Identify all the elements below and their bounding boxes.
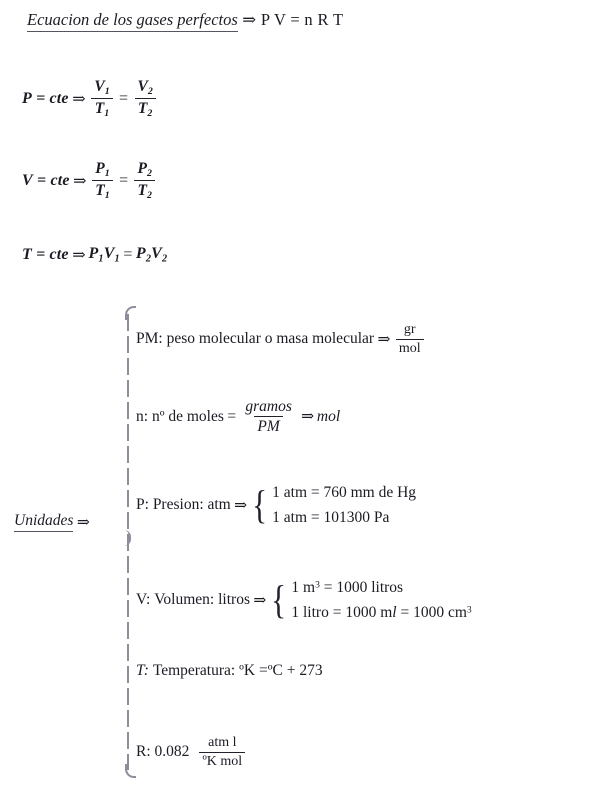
unit-entry-v-line-1-post: = 1000 litros: [319, 579, 404, 596]
law-isothermal-left-term: [88, 245, 119, 264]
unit-entry-pressure: [136, 480, 416, 530]
law-isochoric-right-num-sub: 2: [146, 168, 152, 180]
unit-entry-v-key: V:: [136, 591, 151, 609]
unit-entry-n-arrow-icon: ⇒: [301, 408, 315, 426]
unit-entry-r-value: 0.082: [154, 743, 190, 761]
unit-entry-t-description: Temperatura:: [152, 662, 236, 679]
law-isochoric: [22, 160, 158, 202]
unit-entry-t-key: T:: [136, 662, 149, 679]
unit-entry-p-brace-icon: {: [252, 481, 268, 527]
law-isobaric-left-num: V: [94, 78, 105, 95]
unit-entry-r-key: R:: [136, 743, 151, 761]
law-isobaric-right-fraction: [134, 78, 156, 120]
page-title-text: Ecuacion de los gases perfectos: [27, 10, 238, 32]
law-isochoric-right-den: T: [137, 182, 147, 200]
unit-entry-v-line-2-sup: 3: [466, 604, 472, 616]
law-isochoric-left-den-sub: 1: [104, 190, 110, 202]
unit-entry-molecular-weight: [136, 322, 426, 356]
law-isochoric-left-fraction: [92, 160, 113, 202]
law-isothermal-right-p-sub: 2: [145, 253, 152, 265]
law-isobaric-left-den-sub: 1: [104, 108, 110, 120]
law-isothermal-left-p-sub: 1: [98, 253, 104, 265]
unit-entry-v-line-1-pre: 1 m: [291, 579, 316, 596]
law-isothermal-right-v-sub: 2: [161, 253, 168, 265]
unit-entry-n-description: nº de moles: [151, 407, 224, 425]
unit-entry-v-brace-icon: {: [271, 576, 287, 622]
unit-entry-v-line-1-sup: 3: [315, 579, 320, 591]
law-isothermal-arrow-icon: ⇒: [72, 247, 86, 264]
law-isothermal-left-v-sub: 1: [114, 253, 120, 265]
unit-entry-p-key: P:: [136, 496, 149, 514]
law-isobaric-condition: = cte: [36, 89, 69, 107]
unit-entry-v-unit: litros: [218, 591, 250, 609]
unit-entry-pm-description: peso molecular o masa molecular: [166, 330, 375, 348]
law-isothermal: [22, 245, 167, 265]
unit-entry-pm-key: PM:: [136, 330, 163, 348]
law-isochoric-left-num-sub: 1: [104, 168, 110, 180]
law-isothermal-equals: =: [123, 246, 133, 263]
unit-entry-v-arrow-icon: ⇒: [253, 591, 267, 609]
unit-entry-v-brace-group: [269, 575, 472, 625]
law-isochoric-condition: = cte: [37, 171, 70, 189]
unit-entry-v-line-2-pre: 1 litro = 1000 m: [291, 604, 393, 622]
unit-entry-pm-value-num: gr: [403, 322, 416, 337]
law-isobaric-left-num-sub: 1: [104, 86, 110, 98]
law-isochoric-left-den: T: [95, 182, 105, 200]
unit-entry-t-value: ºK =ºC + 273: [239, 662, 323, 679]
unit-entry-n-value-den: PM: [254, 416, 283, 435]
unit-entry-pm-value-den: mol: [396, 339, 424, 357]
law-isothermal-left-v: V: [103, 245, 115, 263]
unit-entry-n-key: n:: [136, 407, 149, 425]
law-isothermal-condition: = cte: [36, 246, 69, 263]
unit-entry-moles: [136, 398, 340, 436]
law-isobaric-right-den-sub: 2: [147, 108, 153, 120]
unit-entry-temperature: [136, 662, 323, 680]
law-isochoric-arrow-icon: ⇒: [73, 172, 87, 190]
unidades-group-brace-icon: [122, 306, 136, 778]
unit-entry-n-equals: =: [227, 407, 237, 425]
unit-entry-v-line-2-mid: = 1000 cm: [396, 604, 467, 622]
unit-entry-n-result: mol: [316, 407, 341, 425]
law-isothermal-right-term: [136, 245, 167, 264]
title-equation: P V = n R T: [260, 10, 344, 29]
law-isobaric-right-num: V: [137, 78, 148, 95]
unit-entry-p-unit: atm: [207, 496, 231, 514]
law-isothermal-right-p: P: [135, 245, 146, 263]
law-isobaric-right-num-sub: 2: [147, 86, 153, 98]
law-isobaric-left-fraction: [91, 78, 113, 120]
unit-entry-pm-arrow-icon: ⇒: [377, 330, 391, 348]
unidades-label: [14, 512, 93, 532]
law-isobaric-arrow-icon: ⇒: [72, 90, 86, 108]
law-isobaric-right-den: T: [137, 100, 148, 118]
law-isothermal-symbol: T: [22, 246, 32, 263]
unidades-label-text: Unidades: [14, 512, 73, 532]
law-isothermal-left-p: P: [88, 245, 99, 263]
unidades-arrow-icon: ⇒: [76, 513, 90, 531]
unit-entry-p-line-2: 1 atm = 101300 Pa: [272, 509, 390, 527]
unit-entry-p-description: Presion:: [152, 496, 204, 514]
unit-entry-volume: [136, 575, 472, 625]
law-isochoric-left-num: P: [95, 160, 105, 177]
unit-entry-r-value-num: atm l: [208, 735, 237, 750]
law-isochoric-right-fraction: [134, 160, 155, 202]
unit-entry-p-brace-group: [250, 480, 416, 530]
unit-entry-v-line-1: [291, 575, 471, 600]
law-isothermal-right-v: V: [151, 245, 162, 263]
unit-entry-v-line-2: [291, 600, 471, 625]
law-isobaric: [22, 78, 159, 120]
law-isochoric-right-num: P: [137, 160, 147, 177]
law-isobaric-equals: =: [119, 89, 129, 107]
unit-entry-p-arrow-icon: ⇒: [234, 496, 248, 514]
unit-entry-n-value-num: gramos: [245, 398, 292, 415]
unit-entry-r-value-fraction: [199, 735, 245, 769]
law-isochoric-right-den-sub: 2: [146, 190, 152, 202]
law-isobaric-left-den: T: [94, 100, 105, 118]
title-arrow-icon: ⇒: [242, 10, 257, 29]
law-isobaric-symbol: P: [22, 89, 32, 107]
unit-entry-gas-constant: [136, 735, 248, 769]
page-title: [27, 10, 343, 30]
unit-entry-v-description: Volumen:: [154, 591, 215, 609]
unit-entry-pm-value-fraction: [396, 322, 424, 356]
unit-entry-p-line-1: 1 atm = 760 mm de Hg: [272, 484, 417, 501]
unit-entry-n-value-fraction: [242, 398, 295, 436]
law-isochoric-symbol: V: [22, 171, 33, 189]
law-isochoric-equals: =: [119, 171, 129, 189]
unit-entry-r-value-den: ºK mol: [199, 752, 245, 770]
unit-entry-v-line-2-litre-symbol: l: [392, 604, 397, 622]
